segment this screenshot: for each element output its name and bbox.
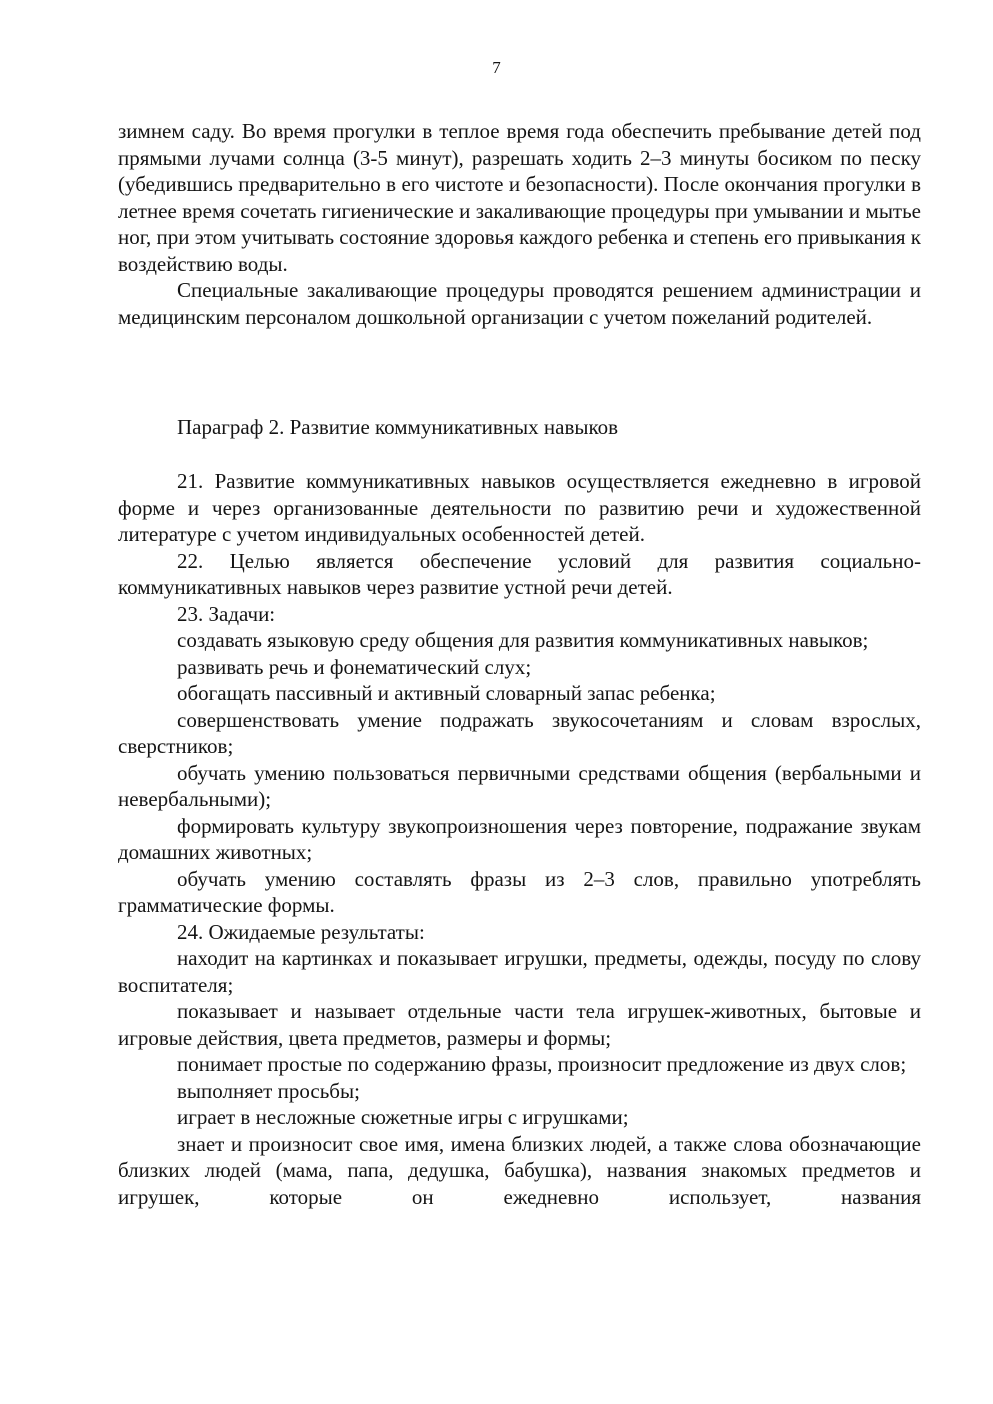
paragraph-special-procedures: Специальные закаливающие процедуры проводятся решением администрации и медицинским персоналом дошкольной организации с учетом пожеланий родителей.	[118, 278, 921, 329]
task-item: формировать культуру звукопроизношения через повторение, подражание звукам домашних животных;	[118, 813, 921, 864]
task-item: обучать умению пользоваться первичными средствами общения (вербальными и невербальными);	[118, 760, 921, 811]
text-block-communication	[118, 468, 921, 1210]
text-block-hardening	[118, 118, 921, 330]
result-item: понимает простые по содержанию фразы, произносит предложение из двух слов;	[177, 1052, 907, 1076]
paragraph-24-title: 24. Ожидаемые результаты:	[177, 919, 425, 944]
task-item: развивать речь и фонематический слух;	[177, 654, 532, 679]
paragraph-hardening-continued: зимнем саду. Во время прогулки в теплое время года обеспечить пребывание детей под прямыми лучами солнца (3-5 минут), разрешать ходить 2–3 минуты босиком по песку (убедившись предварительно в его чистоте и безопасности). После окончания прогулки в летнее время сочетать гигиенические и закаливающие процедуры при умывании и мытье ног, при этом учитывать состояние здоровья каждого ребенка и степень его привыкания к воздействию воды.	[118, 119, 922, 276]
task-item: обогащать пассивный и активный словарный запас ребенка;	[177, 681, 716, 705]
paragraph-21: 21. Развитие коммуникативных навыков осуществляется ежедневно в игровой форме и через организованные деятельности по развитию речи и художественной литературе с учетом индивидуальных особенностей детей.	[118, 469, 921, 546]
result-item: показывает и называет отдельные части тела игрушек-животных, бытовые и игровые действия, цвета предметов, размеры и формы;	[118, 999, 921, 1050]
result-item: находит на картинках и показывает игрушки, предметы, одежды, посуду по слову воспитателя;	[118, 946, 921, 997]
paragraph-22: 22. Целью является обеспечение условий для развития социально-коммуникативных навыков через развитие устной речи детей.	[118, 548, 921, 599]
result-item: знает и произносит свое имя, имена близких людей, а также слова обозначающие близких людей (мама, папа, дедушка, бабушка), названия знакомых предметов и игрушек, которые он ежедневно использует, названия	[118, 1131, 921, 1209]
result-item: играет в несложные сюжетные игры с игрушками;	[177, 1105, 629, 1129]
task-item: обучать умению составлять фразы из 2–3 слов, правильно употреблять грамматические формы.	[118, 866, 921, 917]
task-item: совершенствовать умение подражать звукосочетаниям и словам взрослых, сверстников;	[118, 707, 921, 758]
page-number: 7	[492, 58, 501, 77]
section-heading: Параграф 2. Развитие коммуникативных навыков	[177, 415, 619, 439]
paragraph-23-title: 23. Задачи:	[177, 601, 276, 626]
task-item: создавать языковую среду общения для развития коммуникативных навыков;	[177, 628, 869, 652]
result-item: выполняет просьбы;	[177, 1078, 360, 1103]
